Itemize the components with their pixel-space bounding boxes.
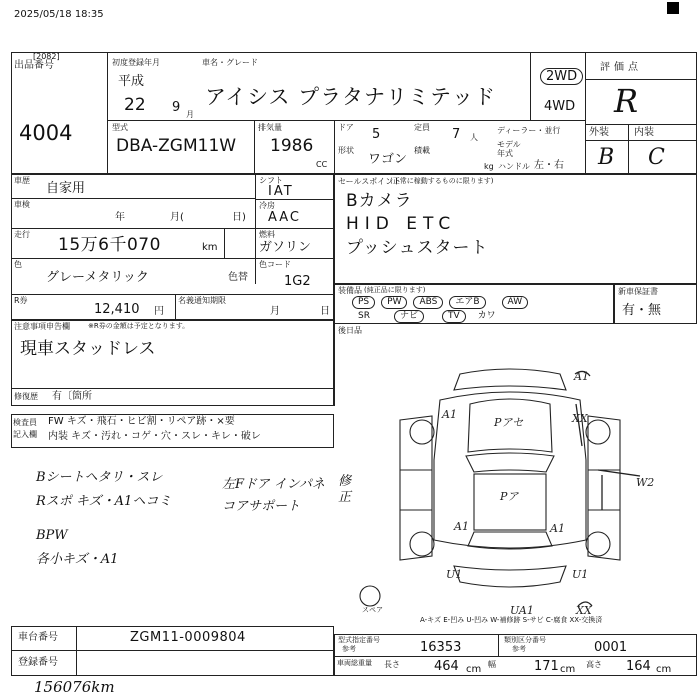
class-label-2: 参考 xyxy=(512,645,526,653)
chassis-number: ZGM11-0009804 xyxy=(130,630,246,645)
interior-grade: C xyxy=(648,145,665,170)
doors: 5 xyxy=(372,127,381,142)
mark-xx-rear: XX xyxy=(576,604,592,617)
equipment-note: (純正品に限ります) xyxy=(364,286,426,294)
equipment-label: 装備品 xyxy=(338,286,362,295)
selling-note: (正常に稼動するものに限ります) xyxy=(390,177,494,185)
exterior-label: 外装 xyxy=(589,127,609,138)
diagram-right-side xyxy=(588,416,620,560)
color-code: 1G2 xyxy=(284,274,311,289)
diagram-left-side xyxy=(400,416,432,560)
mileage-unit: km xyxy=(202,242,218,253)
mark-ua1: UA1 xyxy=(510,604,534,617)
recycle: 12,410 xyxy=(94,302,140,317)
interior-label: 内装 xyxy=(634,127,654,138)
top-block xyxy=(11,52,697,174)
handnote-2: Rスポ キズ・A1ヘコミ xyxy=(36,494,172,509)
inspector-row-1: FW キズ・飛石・ヒビ割・リペア跡・×要 xyxy=(48,416,235,427)
recycle-unit: 円 xyxy=(154,306,164,317)
width: 171 xyxy=(534,659,559,674)
equip-airbag: エアB xyxy=(449,296,485,309)
handnote2-1: 左Fドア インパネ xyxy=(222,477,325,492)
mark-p-ase: Pアセ xyxy=(494,416,524,429)
handwritten-notes xyxy=(36,466,171,572)
tax-label: 名義通知期限 xyxy=(178,296,226,305)
car-name: アイシス プラタナリミテッド xyxy=(205,85,496,109)
notes: 現車スタッドレス xyxy=(20,339,156,359)
inspector-row-2: 内装 キズ・汚れ・コゲ・穴・スレ・キレ・破レ xyxy=(48,431,261,442)
load-label: 積載 xyxy=(414,146,430,155)
first-reg-label: 初度登録年月 xyxy=(112,58,160,67)
notes-subtext: ※R券の金額は予定となります。 xyxy=(88,322,190,330)
selling-line-2: HID ETC xyxy=(346,214,457,234)
color-change-label: 色替 xyxy=(228,272,248,283)
diagram-wheel-fr xyxy=(586,420,610,444)
lot-box xyxy=(11,52,107,174)
corner-mark xyxy=(667,2,679,14)
reg-month-unit: 月 xyxy=(186,110,194,119)
typecert: 16353 xyxy=(420,640,462,655)
color-code-label: 色コード xyxy=(259,260,291,269)
registration-label: 登録番号 xyxy=(18,657,58,668)
selling-line-3: プッシュスタート xyxy=(346,238,489,258)
warranty-label: 新車保証書 xyxy=(618,287,658,296)
aircon-label: 冷房 xyxy=(259,201,275,210)
mark-a1-rl: A1 xyxy=(454,520,469,533)
mark-a1-rr: A1 xyxy=(550,522,565,535)
lot-label: 出品番号 xyxy=(14,60,54,71)
mark-u1-rl: U1 xyxy=(446,568,463,581)
mark-u1-rr: U1 xyxy=(572,568,589,581)
mark-pa: Pア xyxy=(500,490,519,503)
mark-w2: W2 xyxy=(636,476,655,489)
weight-label: 車両総重量 xyxy=(337,659,372,667)
displacement: 1986 xyxy=(270,136,314,156)
length-unit: cm xyxy=(466,664,482,675)
handle-label: ハンドル xyxy=(498,162,530,171)
model-grade-label: 車名・グレード xyxy=(202,58,258,67)
mileage-label: 走行 xyxy=(14,230,30,239)
diagram-wheel-fl xyxy=(410,420,434,444)
typecert-label-2: 参考 xyxy=(342,645,356,653)
chassis-label: 車台番号 xyxy=(18,632,58,643)
shift-label: シフト xyxy=(259,176,283,185)
reg-month: 9 xyxy=(172,100,181,115)
equip-abs: ABS xyxy=(413,296,443,309)
dealer-label: ディーラー・並行 xyxy=(497,126,561,135)
inspection-label: 車検 xyxy=(14,200,30,209)
fuel: ガソリン xyxy=(259,240,312,255)
drive-4wd: 4WD xyxy=(544,99,576,114)
recycle-label: R券 xyxy=(14,296,28,305)
width-unit: cm xyxy=(560,664,576,675)
shape-label: 形状 xyxy=(338,146,354,155)
equip-ps: PS xyxy=(352,296,375,309)
tax-day: 日 xyxy=(320,306,330,317)
capacity-label: 定員 xyxy=(414,123,430,132)
width-label: 幅 xyxy=(488,660,496,669)
handnote-4: 各小キズ・A1 xyxy=(36,552,119,567)
equipment-row-2 xyxy=(352,310,508,323)
capacity-unit: 人 xyxy=(470,133,478,142)
cc-label: CC xyxy=(316,160,328,169)
selling-label: セールスポイント xyxy=(338,177,402,186)
handnote2-2: コアサポート xyxy=(222,499,301,514)
seats-label: 後日品 xyxy=(338,326,362,335)
damage-legend: A-キズ E-凹み U-凹み W-補修跡 S-サビ C-腐食 XX-交換済 xyxy=(420,616,603,624)
height-unit: cm xyxy=(656,664,672,675)
insp-day: 日) xyxy=(232,212,246,223)
handnote-3: BPW xyxy=(36,528,68,543)
warranty: 有・無 xyxy=(622,303,662,318)
diagram-windshield xyxy=(466,453,554,472)
mark-a1-fl: A1 xyxy=(442,408,457,421)
length-label: 長さ xyxy=(384,660,400,669)
model-year-label: モデル年式 xyxy=(497,140,521,158)
height-label: 高さ xyxy=(586,660,602,669)
doors-label: ドア xyxy=(338,123,354,132)
insp-year: 年 xyxy=(115,212,125,223)
color-label: 色 xyxy=(14,260,22,269)
diagram-spare-tire xyxy=(360,586,380,606)
inspector-label-2: 記入欄 xyxy=(13,430,37,439)
tax-month: 月 xyxy=(270,306,280,317)
aircon: AAC xyxy=(268,210,301,225)
equip-navi: ナビ xyxy=(394,310,424,323)
selling-line-1: Bカメラ xyxy=(346,191,413,211)
repair: 有〔箇所 xyxy=(52,391,92,402)
model-code: DBA-ZGM11W xyxy=(116,136,237,156)
diagram-rear-bumper xyxy=(454,566,566,587)
inspector-label-1: 検査員 xyxy=(13,418,37,427)
repair-label: 修復歴 xyxy=(14,392,38,401)
equip-aw: AW xyxy=(502,296,529,309)
class-label: 類別区分番号 xyxy=(504,636,546,644)
handnote-fix: 修正 xyxy=(338,474,352,505)
eval-label: 評価点 xyxy=(600,62,642,73)
car-diagram xyxy=(340,360,680,620)
handwritten-notes-2 xyxy=(222,474,325,518)
color: グレーメタリック xyxy=(46,270,149,285)
typecert-label: 型式指定番号 xyxy=(338,636,380,644)
fuel-label: 燃料 xyxy=(259,230,275,239)
era: 平成 xyxy=(118,74,145,89)
equip-leather: カワ xyxy=(477,311,496,321)
class-number: 0001 xyxy=(594,640,628,655)
mileage: 15万6千070 xyxy=(58,235,161,255)
load-unit: kg xyxy=(484,162,494,171)
mark-xx-fr: XX xyxy=(572,412,588,425)
model-label: 型式 xyxy=(112,123,128,132)
handnote-1: Bシートヘタリ・スレ xyxy=(36,470,163,485)
diagram-front-bumper xyxy=(454,369,566,390)
equip-sr: SR xyxy=(358,311,370,321)
shift: IAT xyxy=(268,184,294,199)
diagram-wheel-rr xyxy=(586,532,610,556)
mark-a1-front: A1 xyxy=(574,370,589,383)
equipment-row-1 xyxy=(352,296,534,309)
history-label: 車歴 xyxy=(14,176,30,185)
handle: 左・右 xyxy=(534,160,564,171)
lot-code: [2082] xyxy=(33,52,60,61)
mark-spare: スペア xyxy=(362,606,383,614)
history: 自家用 xyxy=(46,181,86,196)
footnote-mileage: 156076km xyxy=(34,678,115,696)
eval-score: R xyxy=(614,82,639,120)
equip-pw: PW xyxy=(381,296,407,309)
shape: ワゴン xyxy=(368,152,408,167)
reg-year: 22 xyxy=(124,95,146,115)
lot-number: 4004 xyxy=(19,121,73,145)
exterior-grade: B xyxy=(598,145,615,170)
timestamp: 2025/05/18 18:35 xyxy=(14,9,104,20)
insp-month: 月( xyxy=(170,212,184,223)
disp-label: 排気量 xyxy=(258,123,282,132)
notes-label: 注意事項申告欄 xyxy=(14,322,70,331)
equip-tv: TV xyxy=(442,310,466,323)
drive-2wd: 2WD xyxy=(540,68,583,85)
capacity: 7 xyxy=(452,127,461,142)
height: 164 xyxy=(626,659,651,674)
diagram-wheel-rl xyxy=(410,532,434,556)
length: 464 xyxy=(434,659,459,674)
